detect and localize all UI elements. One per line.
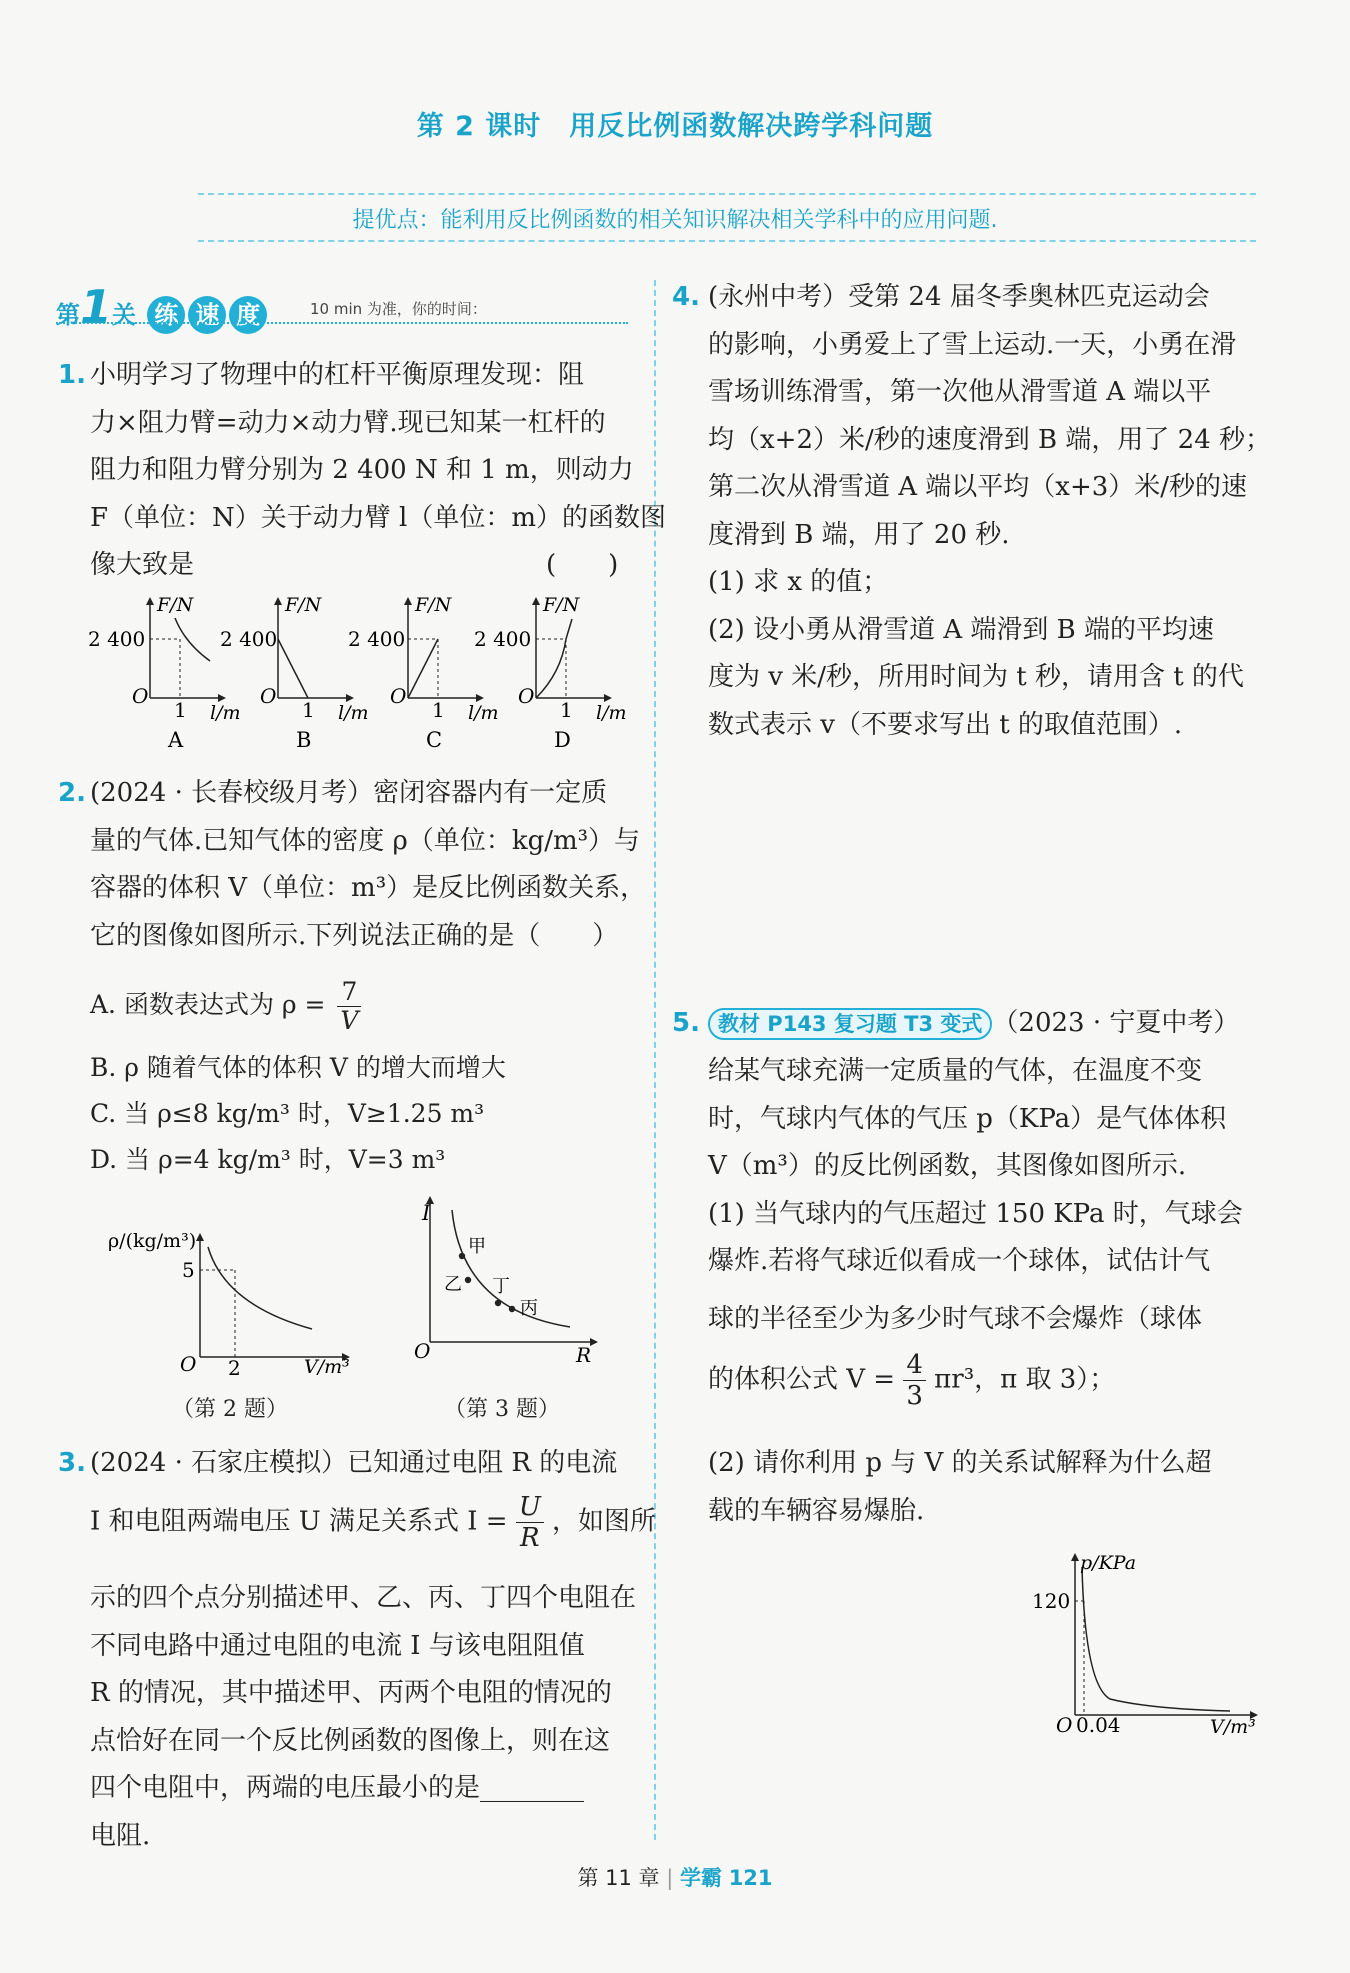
text-line: R 的情况，其中描述甲、丙两个电阻的情况的	[90, 1678, 612, 1708]
y-tick-label: 2 400	[220, 627, 278, 651]
text-line: F（单位：N）关于动力臂 l（单位：m）的函数图	[90, 502, 667, 533]
option-label: D	[554, 728, 571, 752]
text-line: 雪场训练滑雪，第一次他从滑雪道 A 端以平	[708, 377, 1212, 407]
x-axis-label: V/m³	[1210, 1716, 1256, 1738]
chapter-label: 第 11 章	[577, 1866, 660, 1890]
x-tick-label: 0.04	[1076, 1713, 1121, 1737]
text-line: (1) 求 x 的值；	[708, 567, 889, 597]
text-line: 小明学习了物理中的杠杆平衡原理发现：阻	[90, 360, 585, 390]
x-tick-label: 1	[560, 698, 573, 722]
text-line: (2024 · 石家庄模拟）已知通过电阻 R 的电流	[90, 1448, 618, 1478]
text-line: V（m³）的反比例函数，其图像如图所示.	[708, 1151, 1187, 1181]
q3-graph	[400, 1190, 610, 1380]
section-char-2: 速	[188, 296, 226, 334]
q5-graph	[1030, 1545, 1270, 1745]
divider-top	[198, 193, 1256, 195]
y-axis-label: F/N	[285, 594, 322, 616]
y-axis-label: p/KPa	[1080, 1552, 1137, 1574]
text-line: 度为 v 米/秒，所用时间为 t 秒，请用含 t 的代	[708, 662, 1244, 692]
graph-option-b	[220, 594, 369, 752]
text-line: 给某气球充满一定质量的气体，在温度不变	[708, 1056, 1203, 1086]
fraction	[516, 1492, 544, 1553]
x-tick-label: 1	[432, 698, 445, 722]
text-line: 载的车辆容易爆胎.	[708, 1495, 925, 1526]
denominator: R	[520, 1523, 540, 1553]
text-line: 的影响，小勇爱上了雪上运动.一天，小勇在滑	[708, 329, 1237, 360]
numerator: 7	[337, 978, 361, 1007]
x-tick-label: 2	[228, 1356, 241, 1380]
text-line: 数式表示 v（不要求写出 t 的取值范围）.	[708, 709, 1183, 740]
text-segment: πr³，π 取 3）；	[934, 1364, 1116, 1395]
source-text: （2023 · 宁夏中考）	[992, 1008, 1240, 1038]
section-char-1: 练	[147, 296, 185, 334]
y-axis-label: F/N	[157, 594, 194, 616]
point-bing	[509, 1306, 515, 1312]
question-text	[708, 274, 1271, 749]
x-tick-label: 1	[174, 698, 187, 722]
answer-blank: ( )	[546, 550, 619, 580]
question-text	[708, 1048, 1243, 1343]
origin-label: O	[390, 684, 407, 708]
section-char-3: 度	[229, 296, 267, 334]
option-text: A. 函数表达式为 ρ =	[90, 990, 326, 1019]
y-tick-label: 2 400	[88, 627, 146, 651]
fraction	[903, 1350, 926, 1411]
fraction	[337, 978, 361, 1035]
section-prefix: 第	[56, 301, 80, 329]
question-number: 3.	[58, 1448, 86, 1478]
q2-graph	[100, 1225, 360, 1385]
section-heading	[56, 280, 267, 334]
question-text	[90, 1575, 636, 1860]
question-number: 1.	[58, 360, 86, 390]
x-axis-label: l/m	[210, 702, 241, 724]
denominator: V	[340, 1006, 359, 1035]
question-text	[708, 1440, 1212, 1535]
x-tick-label: 1	[302, 698, 315, 722]
text-segment: 的体积公式 V =	[708, 1364, 896, 1395]
option-b: B. ρ 随着气体的体积 V 的增大而增大	[90, 1053, 506, 1082]
text-line: 不同电路中通过电阻的电流 I 与该电阻阻值	[90, 1630, 585, 1661]
y-tick-label: 2 400	[474, 627, 532, 651]
y-axis-label: F/N	[415, 594, 452, 616]
y-tick-label: 120	[1032, 1589, 1071, 1613]
source-tag: 教材 P143 复习题 T3 变式	[708, 1008, 992, 1040]
text-line: 力×阻力臂=动力×动力臂.现已知某一杠杆的	[90, 407, 606, 438]
time-note: 10 min 为准，你的时间：	[310, 300, 487, 318]
text-line: 点恰好在同一个反比例函数的图像上，则在这	[90, 1725, 611, 1756]
text-line: 爆炸.若将气球近似看成一个球体，试估计气	[708, 1246, 1211, 1276]
x-axis-label: R	[576, 1343, 592, 1367]
text-line: (2024 · 长春校级月考）密闭容器内有一定质	[90, 778, 608, 808]
y-tick-label: 2 400	[348, 627, 406, 651]
point-jia	[459, 1253, 465, 1259]
formula-line	[708, 1350, 1115, 1411]
point-label: 丁	[492, 1276, 510, 1297]
graph-option-d	[474, 594, 627, 752]
origin-label: O	[1056, 1713, 1073, 1737]
point-label: 丙	[520, 1298, 538, 1319]
text-line: 电阻.	[90, 1820, 151, 1851]
option-c: C. 当 ρ≤8 kg/m³ 时，V≥1.25 m³	[90, 1099, 485, 1128]
text-line: 像大致是	[90, 550, 195, 580]
q1-graphs	[80, 593, 640, 753]
text-line: 量的气体.已知气体的密度 ρ（单位：kg/m³）与	[90, 825, 641, 856]
x-axis-label: l/m	[468, 702, 499, 724]
text-line: (永州中考）受第 24 届冬季奥林匹克运动会	[708, 282, 1210, 312]
numerator: U	[516, 1492, 544, 1523]
text-segment: I 和电阻两端电压 U 满足关系式 I =	[90, 1506, 508, 1537]
text-line: 四个电阻中，两端的电压最小的是________	[90, 1773, 585, 1803]
origin-label: O	[180, 1352, 197, 1376]
page-title: 第 2 课时 用反比例函数解决跨学科问题	[416, 111, 934, 142]
y-axis-label: F/N	[543, 594, 580, 616]
text-line: 容器的体积 V（单位：m³）是反比例函数关系，	[90, 873, 647, 903]
text-line: 球的半径至少为多少时气球不会爆炸（球体	[708, 1303, 1203, 1334]
text-line: 第二次从滑雪道 A 端以平均（x+3）米/秒的速	[708, 472, 1248, 502]
figure-caption-2: （第 2 题）	[172, 1397, 288, 1422]
option-label: C	[426, 728, 443, 752]
x-axis-label: V/m³	[304, 1356, 350, 1378]
text-line: 它的图像如图所示.下列说法正确的是（ ）	[90, 920, 619, 951]
text-line: 阻力和阻力臂分别为 2 400 N 和 1 m，则动力	[90, 455, 634, 485]
numerator: 4	[903, 1350, 926, 1381]
option-a	[90, 978, 361, 1035]
page-number: 121	[728, 1866, 773, 1890]
question-text	[90, 770, 646, 960]
text-line: 时，气球内气体的气压 p（KPa）是气体体积	[708, 1103, 1227, 1134]
point-yi	[465, 1277, 471, 1283]
divider-bottom	[198, 240, 1256, 242]
text-line: 示的四个点分别描述甲、乙、丙、丁四个电阻在	[90, 1583, 637, 1613]
graph-option-a	[88, 594, 241, 752]
point-label: 乙	[444, 1274, 462, 1295]
option-label: B	[296, 728, 312, 752]
text-line-with-fraction	[90, 1492, 656, 1553]
text-line: 度滑到 B 端，用了 20 秒.	[708, 519, 1010, 550]
question-number: 4.	[672, 282, 700, 312]
question-number: 5.	[672, 1008, 700, 1038]
x-axis-label: l/m	[338, 702, 369, 724]
point-label: 甲	[468, 1236, 486, 1257]
point-ding	[495, 1300, 501, 1306]
option-label: A	[168, 728, 184, 752]
text-segment: ，如图所	[552, 1506, 657, 1537]
graph-option-c	[348, 594, 499, 752]
tip-text: 提优点：能利用反比例函数的相关知识解决相关学科中的应用问题.	[352, 208, 998, 233]
figure-caption-3: （第 3 题）	[444, 1397, 560, 1422]
text-line: (1) 当气球内的气压超过 150 KPa 时，气球会	[708, 1198, 1243, 1229]
section-suffix: 关	[112, 301, 137, 329]
section-underline	[56, 322, 628, 324]
origin-label: O	[414, 1339, 431, 1363]
y-tick-label: 5	[182, 1258, 195, 1282]
y-axis-label: ρ/(kg/m³)	[108, 1230, 197, 1252]
y-axis-label: I	[422, 1201, 431, 1225]
origin-label: O	[518, 684, 535, 708]
text-line: (2) 设小勇从滑雪道 A 端滑到 B 端的平均速	[708, 614, 1215, 645]
page-footer: 第 11 章 | 学霸 121	[577, 1866, 773, 1890]
origin-label: O	[132, 684, 149, 708]
origin-label: O	[260, 684, 277, 708]
denominator: 3	[906, 1381, 923, 1411]
text-line: 均（x+2）米/秒的速度滑到 B 端，用了 24 秒；	[708, 424, 1271, 455]
text-line: (2) 请你利用 p 与 V 的关系试解释为什么超	[708, 1448, 1212, 1478]
book-name: 学霸	[680, 1866, 722, 1890]
option-d: D. 当 ρ=4 kg/m³ 时，V=3 m³	[90, 1145, 446, 1174]
question-number: 2.	[58, 778, 86, 808]
x-axis-label: l/m	[596, 702, 627, 724]
question-header	[708, 1000, 1239, 1048]
section-number: 1	[80, 280, 113, 334]
